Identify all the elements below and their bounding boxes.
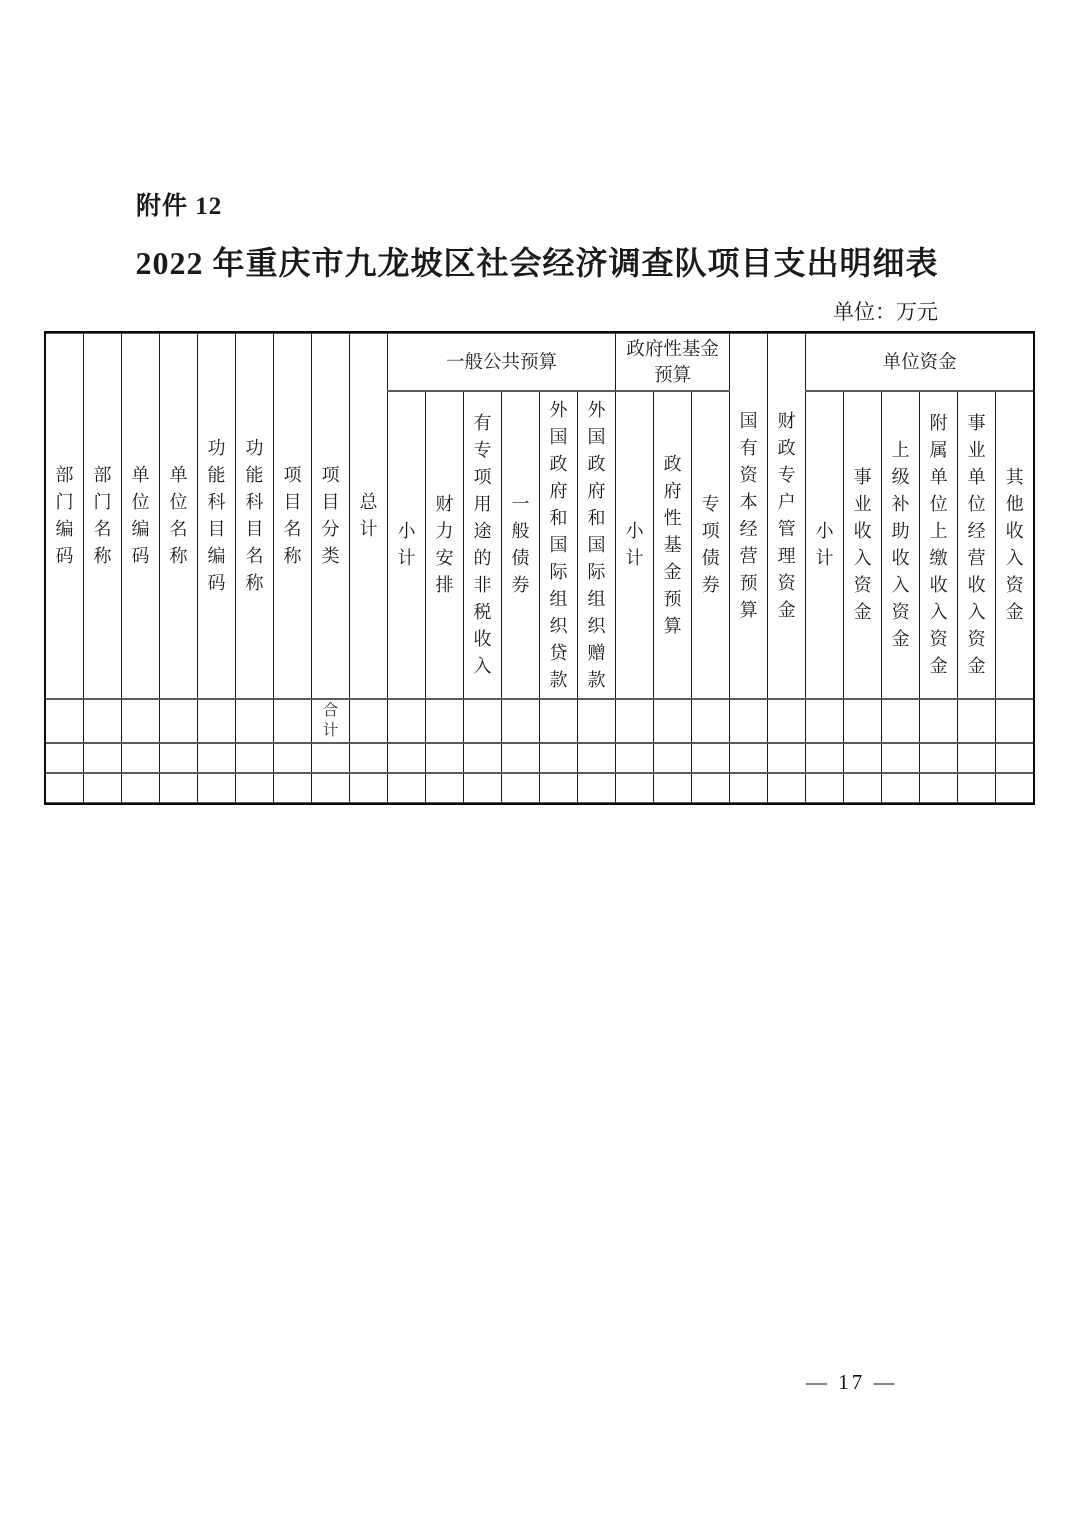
header-project-name: [274, 333, 312, 699]
header-label: 单位名称: [169, 465, 188, 566]
page-title: 2022 年重庆市九龙坡区社会经济调查队项目支出明细表: [135, 245, 939, 281]
table-cell: [274, 743, 312, 773]
table-cell: [84, 699, 122, 743]
table-cell: [464, 743, 502, 773]
table-cell: [996, 743, 1034, 773]
table-cell: [768, 699, 806, 743]
header-label: 总计: [359, 492, 378, 539]
table-cell: [426, 773, 464, 803]
table-cell: [350, 699, 388, 743]
project-expenditure-table: [45, 332, 1034, 804]
table-cell: [578, 773, 616, 803]
header-label: 功能科目名称: [245, 438, 264, 593]
unit-note: 单位：万元: [833, 300, 938, 324]
attachment-label: 附件 12: [136, 193, 223, 220]
table-cell: [540, 773, 578, 803]
table-cell: [806, 773, 844, 803]
table-cell: [692, 699, 730, 743]
subheader-operating-income: [958, 391, 996, 699]
table-cell: [388, 743, 426, 773]
header-label: 政府性基金预算: [663, 453, 682, 636]
header-label: 单位编码: [131, 465, 150, 566]
table-cell: [312, 699, 350, 743]
table-cell: [768, 743, 806, 773]
table-cell: [996, 699, 1034, 743]
table-cell: [388, 773, 426, 803]
table-row: [46, 743, 1034, 773]
table-cell: [274, 773, 312, 803]
page-number: — 17 —: [806, 1370, 898, 1394]
group-header-unit-funds: [806, 333, 1034, 391]
table-cell: [464, 773, 502, 803]
table-cell: [464, 699, 502, 743]
table-cell: [616, 773, 654, 803]
header-grand-total: [350, 333, 388, 699]
table-cell: [920, 773, 958, 803]
table-cell: [122, 699, 160, 743]
table-cell: [616, 699, 654, 743]
header-row-groups: [46, 333, 1034, 391]
header-label: 小计: [815, 521, 834, 568]
header-state-capital-budget: [730, 333, 768, 699]
table-cell: [920, 699, 958, 743]
table-cell: [616, 743, 654, 773]
header-label: 一般债券: [511, 494, 530, 595]
header-fiscal-special-account: [768, 333, 806, 699]
header-unit-name: [160, 333, 198, 699]
header-dept-name: [84, 333, 122, 699]
table-row: [46, 699, 1034, 743]
table-cell: [578, 699, 616, 743]
table-cell: [768, 773, 806, 803]
table-cell: [46, 743, 84, 773]
table-cell: [236, 743, 274, 773]
table-cell: [160, 699, 198, 743]
table-body: [46, 699, 1034, 803]
table-cell: [502, 699, 540, 743]
table-cell: [882, 773, 920, 803]
table-cell: [198, 699, 236, 743]
subheader-govfund-budget: [654, 391, 692, 699]
header-label: 财政专户管理资金: [777, 411, 796, 620]
table-cell: [844, 773, 882, 803]
header-label: 外国政府和国际组织赠款: [587, 399, 606, 690]
table-cell: [350, 773, 388, 803]
table-cell: [540, 743, 578, 773]
group-header-label: 一般公共预算: [446, 351, 558, 372]
table-cell: [844, 743, 882, 773]
table-cell: [654, 773, 692, 803]
table-cell: [882, 699, 920, 743]
subheader-foreign-grants: [578, 391, 616, 699]
table-cell: [882, 743, 920, 773]
table-row: [46, 773, 1034, 803]
table-cell: [84, 743, 122, 773]
subheader-gpb-subtotal: [388, 391, 426, 699]
table-cell: [198, 773, 236, 803]
subheader-superior-subsidy-income: [882, 391, 920, 699]
header-label: 部门名称: [93, 465, 112, 566]
table-cell: [236, 699, 274, 743]
table-cell: [692, 773, 730, 803]
header-func-subject-code: [198, 333, 236, 699]
header-dept-code: [46, 333, 84, 699]
table-cell: [844, 699, 882, 743]
header-label: 附属单位上缴收入资金: [929, 413, 948, 676]
table-cell: [958, 773, 996, 803]
table-cell: [730, 699, 768, 743]
header-label: 项目分类: [321, 465, 340, 566]
header-unit-code: [122, 333, 160, 699]
table-cell: [236, 773, 274, 803]
subheader-business-income: [844, 391, 882, 699]
table-cell: [996, 773, 1034, 803]
table-cell: [46, 699, 84, 743]
table-cell: [274, 699, 312, 743]
header-label: 其他收入资金: [1005, 467, 1024, 622]
header-label: 项目名称: [283, 465, 302, 566]
table-header: [46, 333, 1034, 699]
table-cell: [578, 743, 616, 773]
table-cell: [502, 773, 540, 803]
table-cell: [730, 743, 768, 773]
subheader-nontax-special-income: [464, 391, 502, 699]
table-cell: [350, 743, 388, 773]
header-label: 部门编码: [55, 465, 74, 566]
header-label: 外国政府和国际组织贷款: [549, 399, 568, 690]
subheader-other-income: [996, 391, 1034, 699]
header-label: 小计: [397, 521, 416, 568]
table-cell: [806, 743, 844, 773]
table-cell: [46, 773, 84, 803]
table-cell: [160, 773, 198, 803]
table-cell: [198, 743, 236, 773]
header-label: 事业收入资金: [853, 467, 872, 622]
header-label: 财力安排: [435, 494, 454, 595]
table-cell: [122, 743, 160, 773]
table-cell: [122, 773, 160, 803]
table-cell: [654, 743, 692, 773]
table-cell: [958, 743, 996, 773]
group-header-gov-fund-budget: [616, 333, 730, 391]
table-cell: [426, 743, 464, 773]
group-header-label: 政府性基金预算: [626, 338, 719, 385]
header-label: 专项债券: [701, 494, 720, 595]
header-label: 有专项用途的非税收入: [473, 413, 492, 676]
table-cell: [920, 743, 958, 773]
group-header-label: 单位资金: [882, 351, 957, 372]
table-cell: [692, 743, 730, 773]
table-cell: [502, 743, 540, 773]
header-label: 功能科目编码: [207, 438, 226, 593]
subheader-fiscal-arrangement: [426, 391, 464, 699]
subheader-special-bonds: [692, 391, 730, 699]
table-cell: [388, 699, 426, 743]
table-cell: [160, 743, 198, 773]
table-cell: [312, 773, 350, 803]
header-project-category: [312, 333, 350, 699]
table-cell: [730, 773, 768, 803]
subheader-affiliated-remitted-income: [920, 391, 958, 699]
table-cell: [540, 699, 578, 743]
header-label: 国有资本经营预算: [739, 411, 758, 620]
header-label: 小计: [625, 521, 644, 568]
total-row-label: 合计: [322, 702, 339, 739]
header-func-subject-name: [236, 333, 274, 699]
subheader-unitfunds-subtotal: [806, 391, 844, 699]
table-cell: [958, 699, 996, 743]
table-cell: [806, 699, 844, 743]
table-cell: [426, 699, 464, 743]
group-header-general-public-budget: [388, 333, 616, 391]
header-label: 上级补助收入资金: [891, 440, 910, 649]
subheader-foreign-loans: [540, 391, 578, 699]
header-label: 事业单位经营收入资金: [967, 413, 986, 676]
subheader-general-bonds: [502, 391, 540, 699]
table-cell: [84, 773, 122, 803]
table-cell: [654, 699, 692, 743]
table-cell: [312, 743, 350, 773]
subheader-govfund-subtotal: [616, 391, 654, 699]
